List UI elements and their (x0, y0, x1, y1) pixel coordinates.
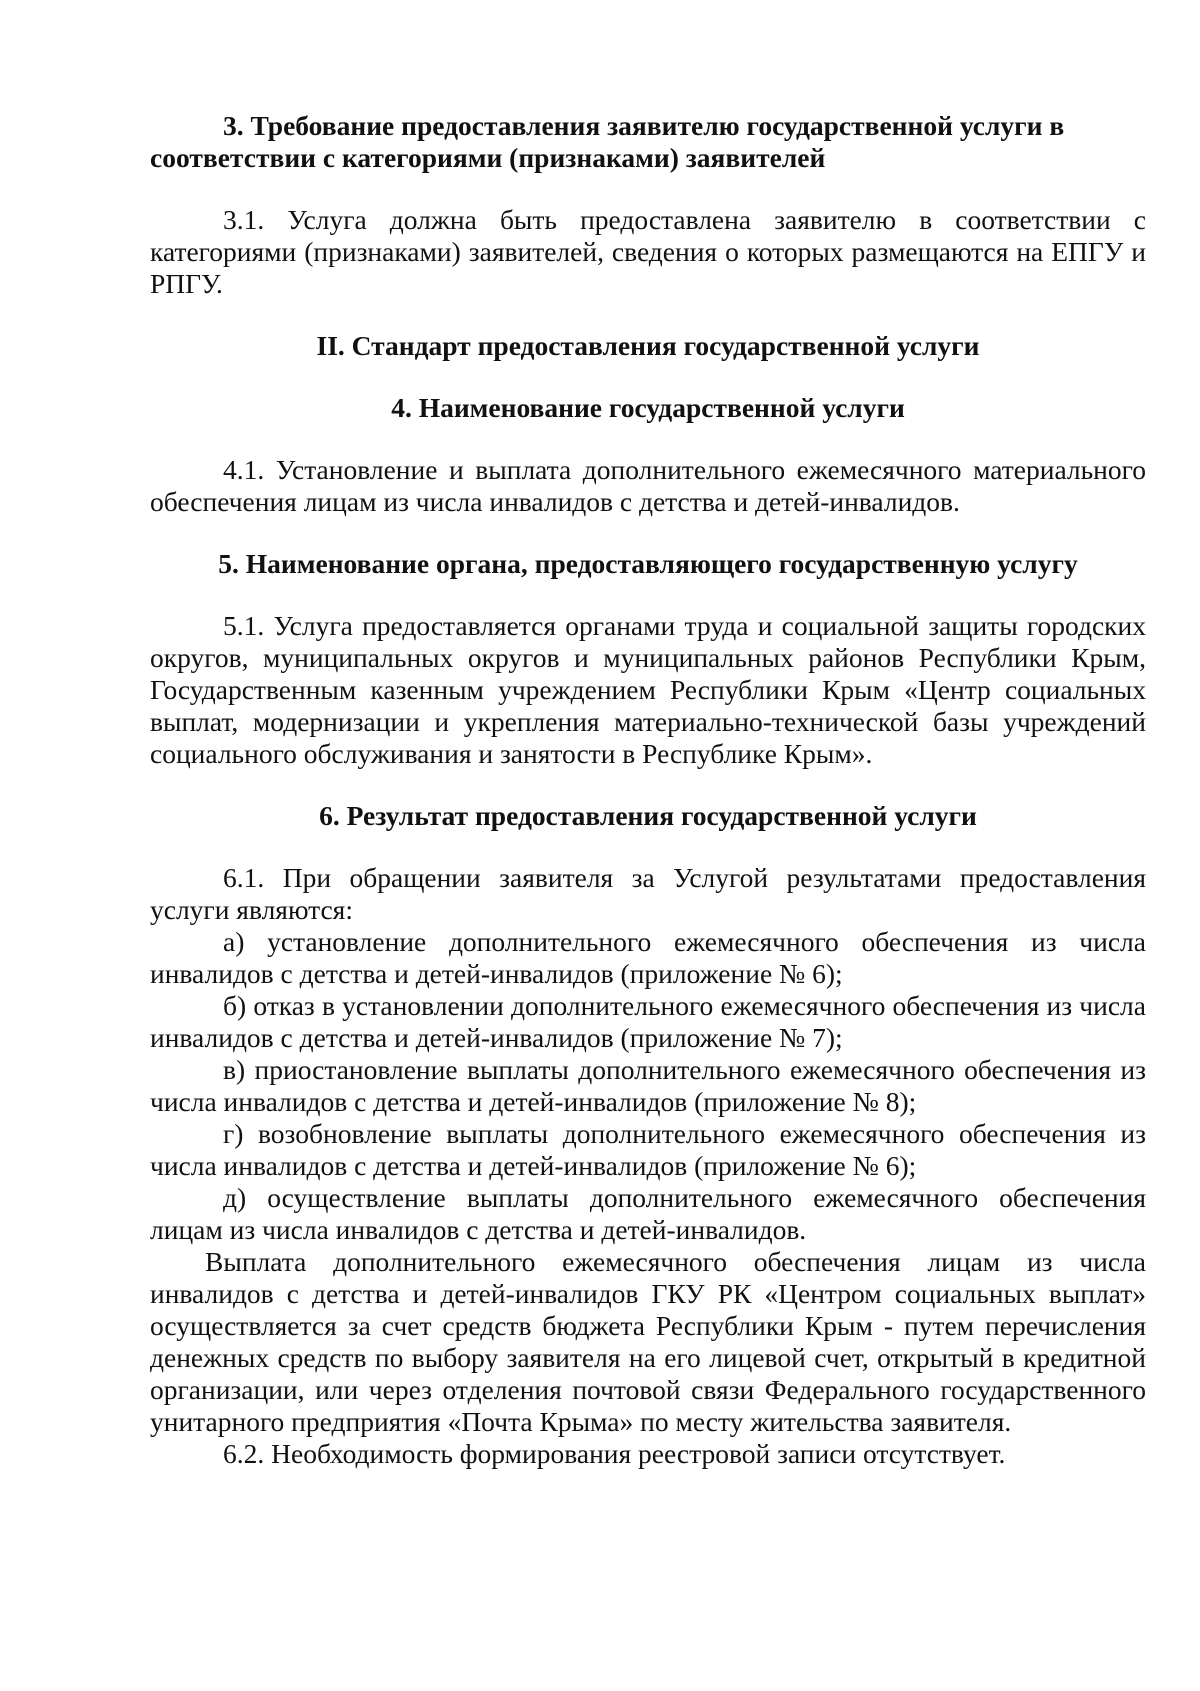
paragraph-3-1: 3.1. Услуга должна быть предоставлена заявителю в соответствии с категориями (признаками) заявителей, сведения о которых размещаются на ЕПГУ и РПГУ. (150, 204, 1146, 299)
result-item-c: в) приостановление выплаты дополнительного ежемесячного обеспечения из числа инвалидов с детства и детей-инвалидов (приложение № 8); (150, 1054, 1146, 1117)
section-6-heading: 6. Результат предоставления государственной услуги (319, 800, 977, 831)
paragraph-5-1: 5.1. Услуга предоставляется органами труда и социальной защиты городских округов, муниципальных округов и муниципальных районов Республики Крым, Государственным казенным учреждением Республики Крым «Центр социальных выплат, модернизации и укрепления материально-технической базы учреждений социального обслуживания и занятости в Республике Крым». (150, 610, 1146, 769)
part-2-heading: II. Стандарт предоставления государственной услуги (316, 330, 980, 361)
paragraph-6-2: 6.2. Необходимость формирования реестровой записи отсутствует. (223, 1438, 1006, 1469)
paragraph-6-1: 6.1. При обращении заявителя за Услугой результатами предоставления услуги являются: (150, 862, 1146, 925)
paragraph-4-1: 4.1. Установление и выплата дополнительного ежемесячного материального обеспечения лицам из числа инвалидов с детства и детей-инвалидов. (150, 454, 1146, 517)
result-item-b: б) отказ в установлении дополнительного ежемесячного обеспечения из числа инвалидов с детства и детей-инвалидов (приложение № 7); (150, 990, 1146, 1053)
result-item-d: г) возобновление выплаты дополнительного ежемесячного обеспечения из числа инвалидов с детства и детей-инвалидов (приложение № 6); (150, 1118, 1146, 1181)
payment-paragraph: Выплата дополнительного ежемесячного обеспечения лицам из числа инвалидов с детства и детей-инвалидов ГКУ РК «Центром социальных выплат» осуществляется за счет средств бюджета Республики Крым - путем перечисления денежных средств по выбору заявителя на его лицевой счет, открытый в кредитной организации, или через отделения почтовой связи Федерального государственного унитарного предприятия «Почта Крыма» по месту жительства заявителя. (150, 1246, 1146, 1437)
section-3-heading: 3. Требование предоставления заявителю государственной услуги в соответствии с категориями (признаками) заявителей (150, 110, 1065, 173)
section-5-heading: 5. Наименование органа, предоставляющего государственную услугу (218, 548, 1078, 579)
result-item-a: а) установление дополнительного ежемесячного обеспечения из числа инвалидов с детства и детей-инвалидов (приложение № 6); (150, 926, 1146, 989)
document-page (150, 110, 1146, 1470)
section-4-heading: 4. Наименование государственной услуги (391, 392, 905, 423)
result-item-e: д) осуществление выплаты дополнительного ежемесячного обеспечения лицам из числа инвалидов с детства и детей-инвалидов. (150, 1182, 1146, 1245)
